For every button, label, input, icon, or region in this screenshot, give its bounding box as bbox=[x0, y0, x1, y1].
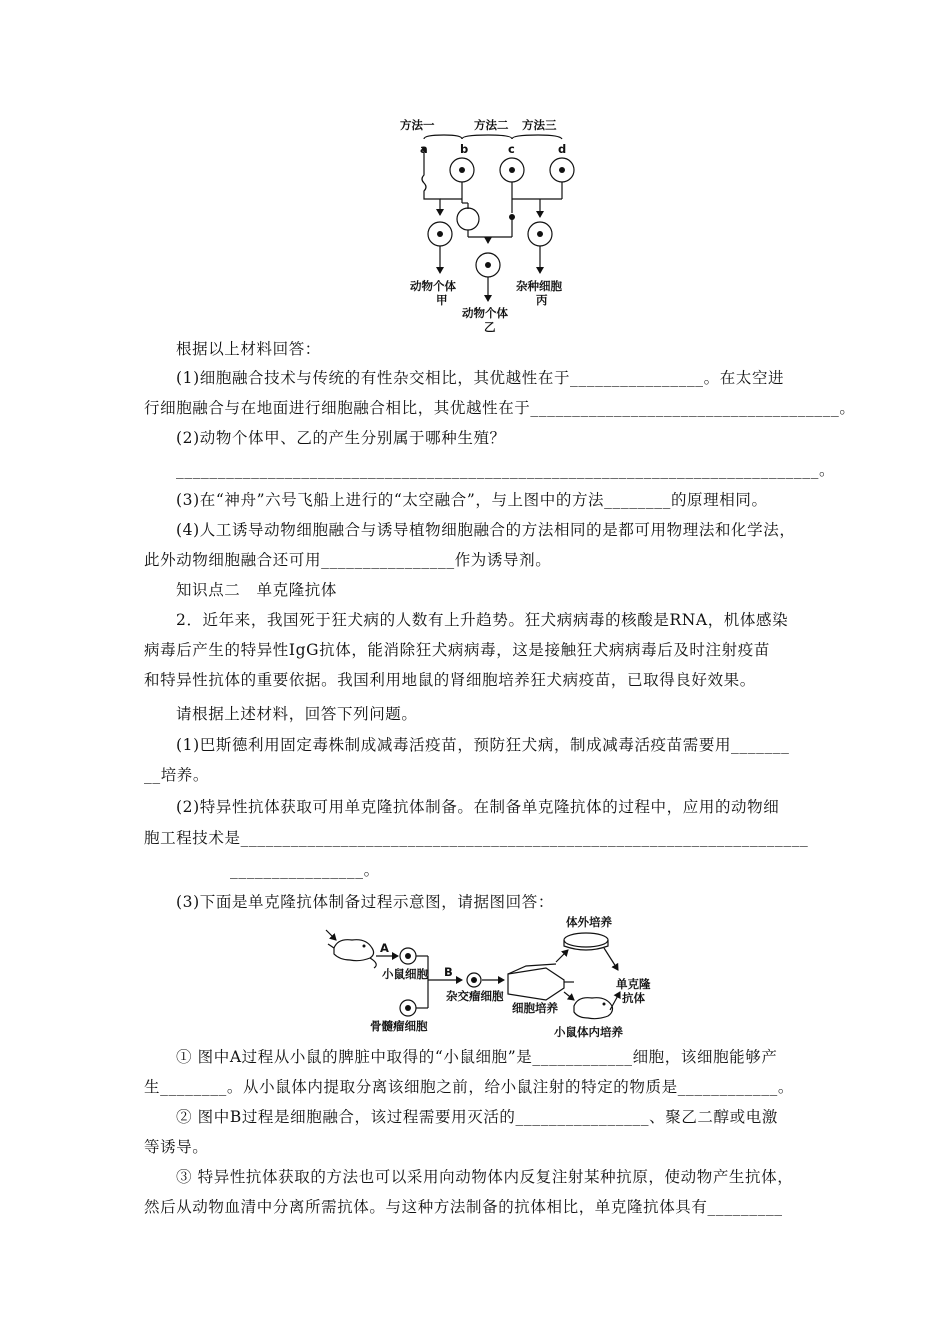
text-line: ① 图中A过程从小鼠的脾脏中取得的“小鼠细胞”是____________细胞，该细胞能够产 bbox=[176, 1048, 778, 1066]
text-line: 2．近年来，我国死于狂犬病的人数有上升趋势。狂犬病病毒的核酸是RNA，机体感染 bbox=[176, 611, 789, 629]
myeloma-cell-label: 骨髓瘤细胞 bbox=[370, 1019, 428, 1033]
text-line: 和特异性抗体的重要依据。我国利用地鼠的肾细胞培养狂犬病疫苗，已取得良好效果。 bbox=[144, 671, 756, 689]
mouse-cell-label: 小鼠细胞 bbox=[382, 967, 428, 981]
text-line: ③ 特异性抗体获取的方法也可以采用向动物体内反复注射某种抗原，使动物产生抗体， bbox=[176, 1168, 794, 1186]
label-c: c bbox=[508, 142, 515, 156]
text-line: (3)在“神舟”六号飞船上进行的“太空融合”，与上图中的方法________的原理相同。 bbox=[176, 491, 768, 509]
text-line: 病毒后产生的特异性IgG抗体，能消除狂犬病病毒，这是接触狂犬病病毒后及时注射疫苗 bbox=[144, 641, 770, 659]
text-line: (2)特异性抗体获取可用单克隆抗体制备。在制备单克隆抗体的过程中，应用的动物细 bbox=[176, 798, 780, 816]
mab-label-1: 单克隆 bbox=[616, 977, 651, 991]
animal-yi-line2: 乙 bbox=[484, 320, 496, 334]
text-line: (4)人工诱导动物细胞融合与诱导植物细胞融合的方法相同的是都可用物理法和化学法， bbox=[176, 521, 796, 539]
method3-label: 方法三 bbox=[522, 118, 557, 132]
text-line: 等诱导。 bbox=[144, 1138, 209, 1156]
label-d: d bbox=[558, 142, 567, 156]
animal-jia-line1: 动物个体 bbox=[410, 279, 456, 293]
text-line: 行细胞融合与在地面进行细胞融合相比，其优越性在于_____________________________________。 bbox=[144, 399, 856, 417]
text-line: (1)巴斯德利用固定毒株制成减毒活疫苗，预防狂犬病，制成减毒活疫苗需要用_______ bbox=[176, 736, 790, 754]
text-line: 生________。从小鼠体内提取分离该细胞之前，给小鼠注射的特定的物质是____________。 bbox=[144, 1078, 795, 1096]
label-b: b bbox=[460, 142, 469, 156]
section-heading: 知识点二 单克隆抗体 bbox=[176, 581, 338, 599]
text-line: (2)动物个体甲、乙的产生分别属于哪种生殖？ bbox=[176, 429, 506, 447]
in-vivo-label: 小鼠体内培养 bbox=[554, 1025, 623, 1039]
cell-fusion-diagram bbox=[400, 115, 590, 334]
hybrid-line1: 杂种细胞 bbox=[516, 279, 562, 293]
label-a: a bbox=[420, 142, 428, 156]
text-line: 请根据上述材料，回答下列问题。 bbox=[176, 705, 418, 723]
label-B: B bbox=[444, 965, 453, 979]
text-line: 此外动物细胞融合还可用________________作为诱导剂。 bbox=[144, 551, 552, 569]
in-vitro-label: 体外培养 bbox=[566, 915, 612, 929]
text-line: (3)下面是单克隆抗体制备过程示意图，请据图回答： bbox=[176, 893, 554, 911]
text-line: 胞工程技术是____________________________________________________________________ bbox=[144, 829, 809, 847]
text-line: ② 图中B过程是细胞融合，该过程需要用灭活的________________、聚乙二醇或电激 bbox=[176, 1108, 778, 1126]
text-line: ________________。 bbox=[230, 861, 380, 879]
label-A: A bbox=[380, 941, 389, 955]
text-line: (1)细胞融合技术与传统的有性杂交相比，其优越性在于________________。在太空进 bbox=[176, 369, 785, 387]
text-line: 根据以上材料回答： bbox=[176, 340, 321, 358]
animal-yi-line1: 动物个体 bbox=[462, 306, 508, 320]
method1-label: 方法一 bbox=[400, 118, 435, 132]
hybrid-line2: 丙 bbox=[536, 293, 548, 307]
monoclonal-antibody-diagram bbox=[320, 915, 651, 1039]
hybridoma-label: 杂交瘤细胞 bbox=[446, 989, 504, 1003]
text-line: _____________________________________________________________________________。 bbox=[176, 461, 836, 479]
text-line: __培养。 bbox=[144, 766, 210, 784]
cell-culture-label: 细胞培养 bbox=[512, 1001, 558, 1015]
animal-jia-line2: 甲 bbox=[436, 293, 448, 307]
method2-label: 方法二 bbox=[474, 118, 509, 132]
mab-label-2: 抗体 bbox=[622, 991, 645, 1005]
text-line: 然后从动物血清中分离所需抗体。与这种方法制备的抗体相比，单克隆抗体具有_________ bbox=[144, 1198, 783, 1216]
